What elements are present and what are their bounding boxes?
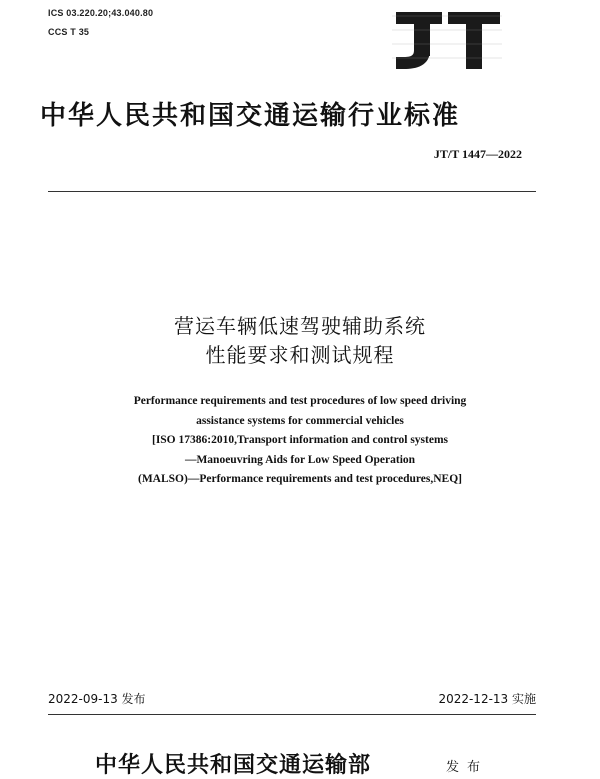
top-divider: [48, 191, 536, 192]
logo-text: JT: [447, 50, 448, 51]
title-en-line: (MALSO)—Performance requirements and test procedures,NEQ]: [138, 473, 462, 485]
title-cn-line-2: 性能要求和测试规程: [205, 343, 395, 367]
title-en-line: —Manoeuvring Aids for Low Speed Operation: [184, 453, 416, 466]
standard-organization: 中华人民共和国交通运输行业标准: [40, 101, 461, 131]
title-en-line: assistance systems for commercial vehicles: [196, 414, 404, 427]
title-en-line: [ISO 17386:2010,Transport information and control systems: [151, 434, 449, 446]
title-cn-line-1: 营运车辆低速驾驶辅助系统: [174, 314, 426, 338]
bottom-divider: [48, 714, 536, 715]
title-english: [70, 392, 530, 490]
standard-number: JT/T 1447—2022: [433, 147, 522, 161]
publish-label: 发布: [446, 760, 489, 775]
jt-logo: [392, 10, 502, 70]
publisher-name: 中华人民共和国交通运输部: [95, 753, 372, 778]
ics-code: ICS 03.220.20;43.040.80: [48, 8, 154, 18]
implementation-date: 2022-12-13 实施: [438, 692, 536, 706]
issue-date: 2022-09-13 发布: [48, 692, 146, 706]
ccs-code: CCS T 35: [48, 27, 90, 37]
title-en-line: Performance requirements and test procedures of low speed driving: [133, 395, 467, 407]
